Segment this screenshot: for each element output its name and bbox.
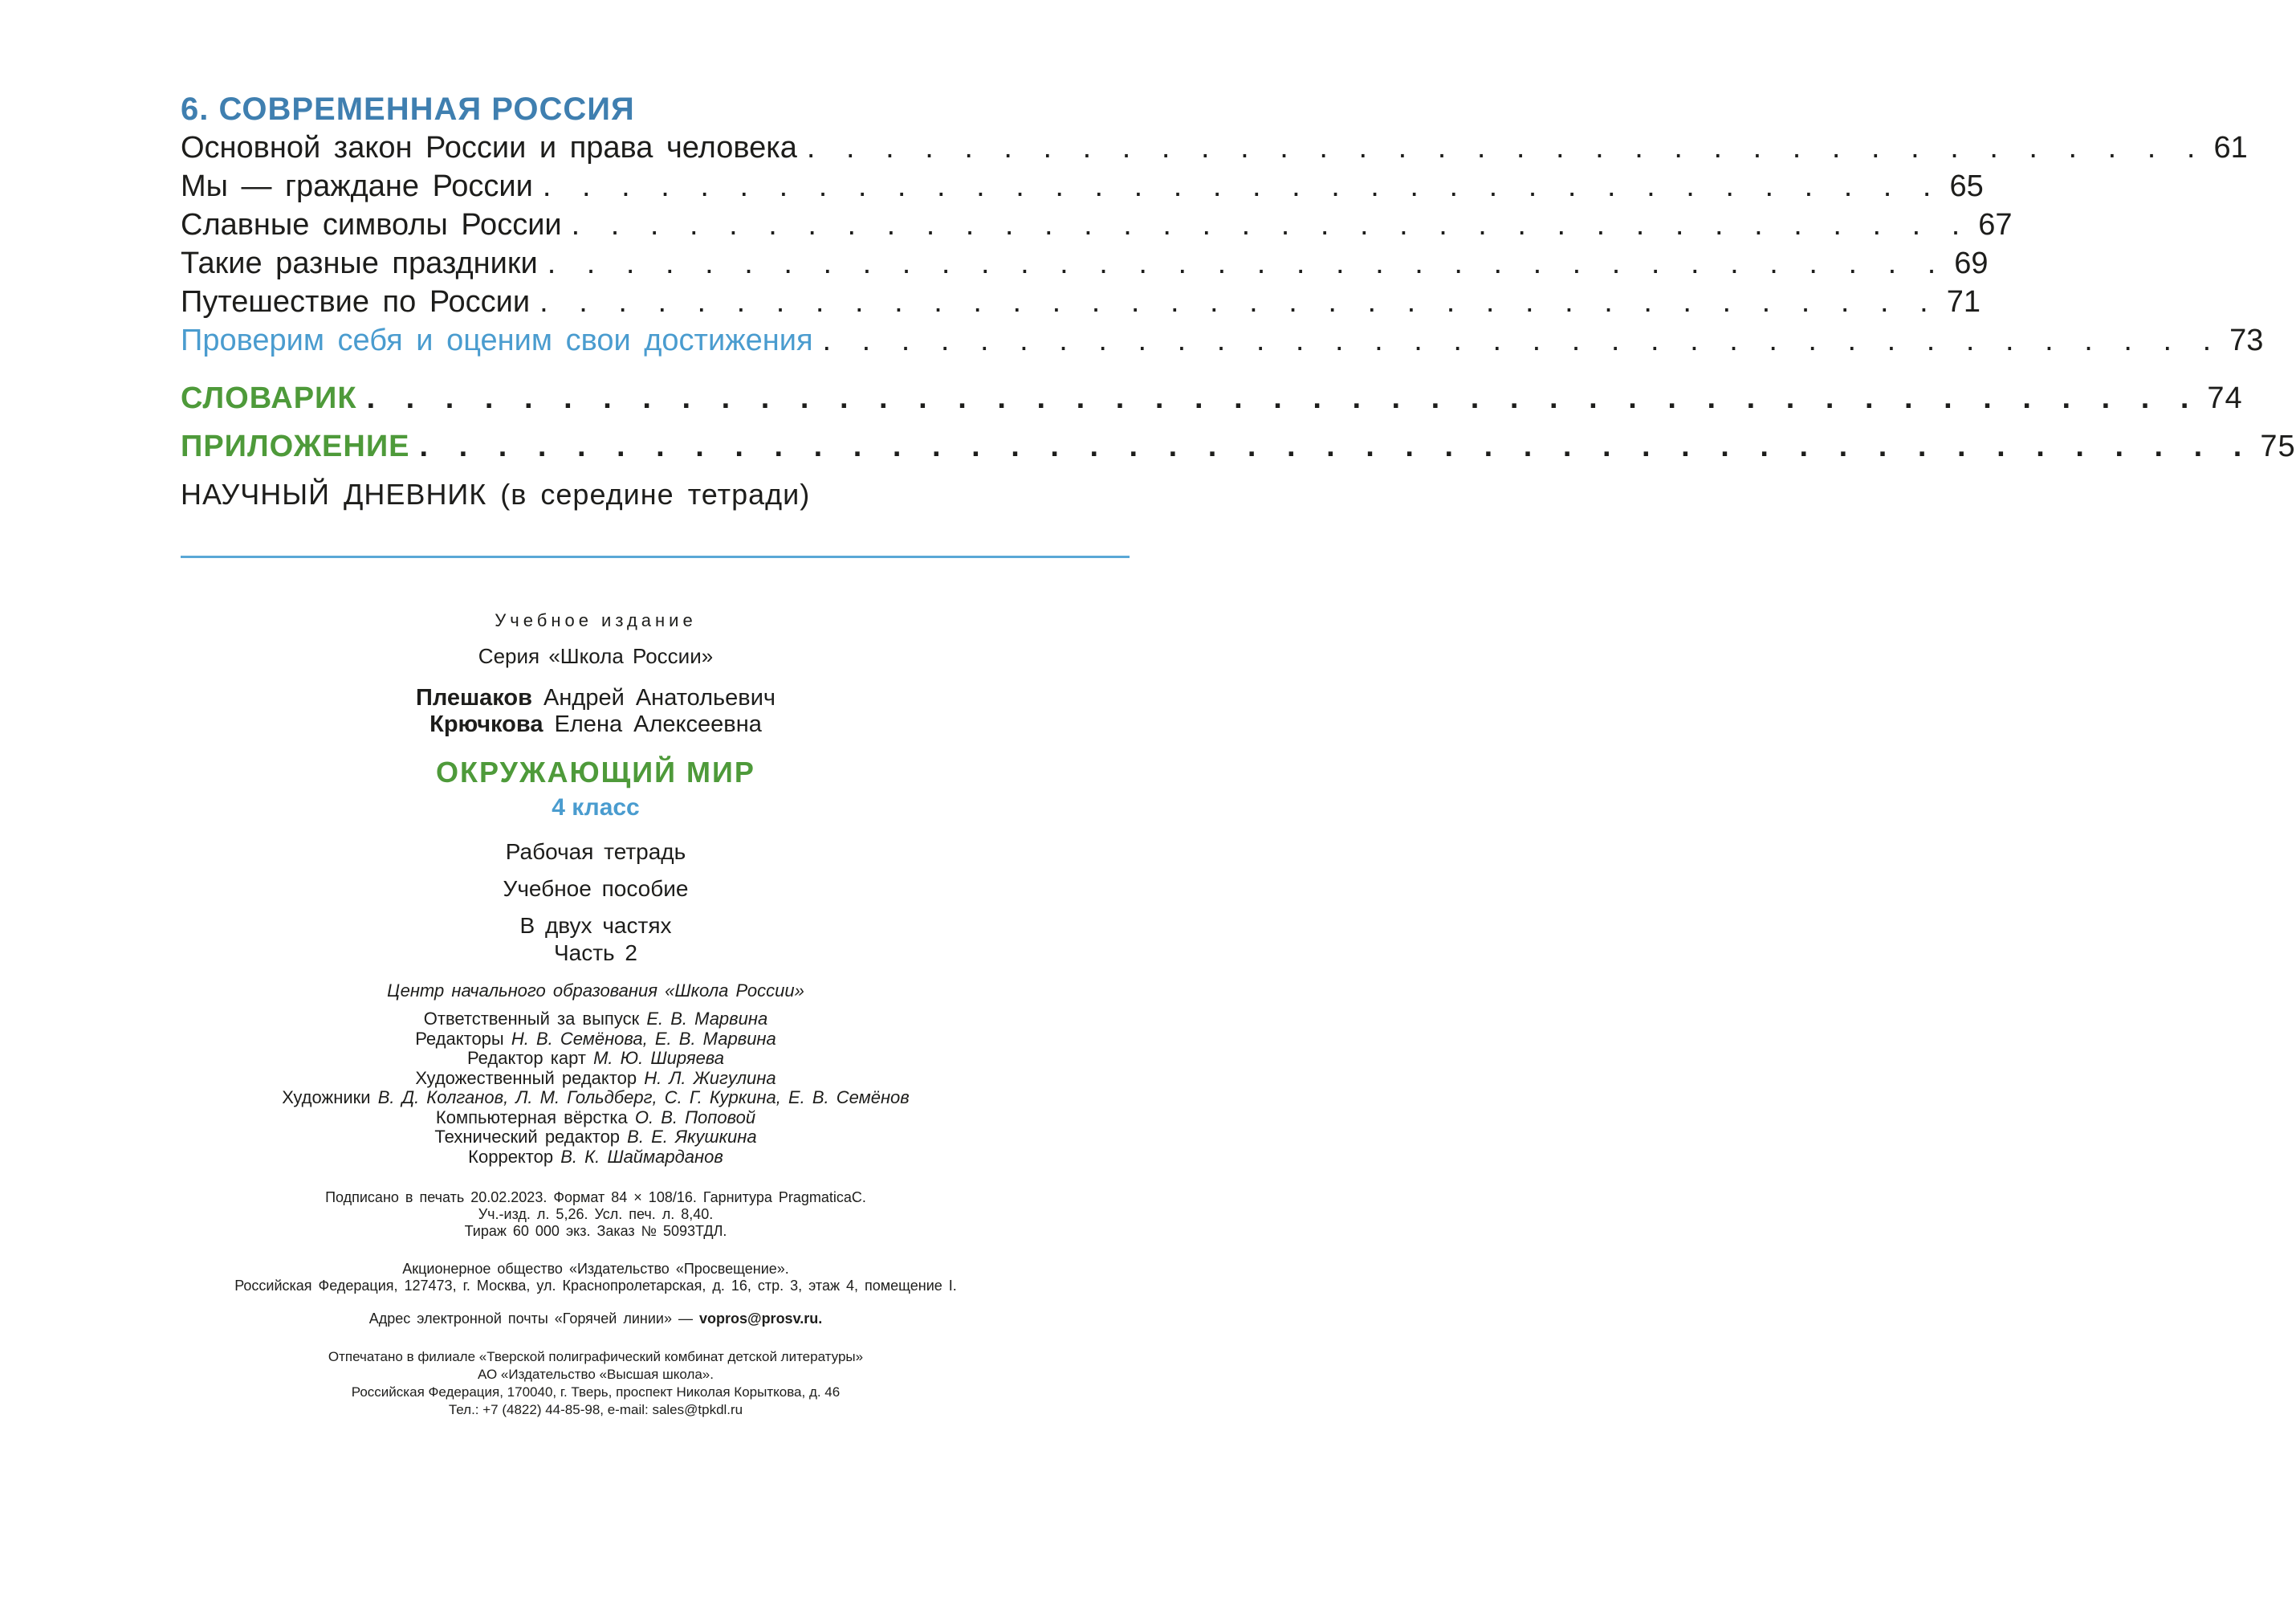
credit-role: Компьютерная вёрстка: [435, 1107, 628, 1127]
leader-dots: . . . . . . . . . . . . . . . . . . . . . . . . . . . . . . . . . . . .: [547, 247, 1945, 280]
toc-item[interactable]: [181, 167, 1984, 206]
education-center: Центр начального образования «Школа России»: [387, 980, 804, 1001]
toc-item-page: 69: [1954, 247, 1989, 280]
credit-names: М. Ю. Ширяева: [593, 1048, 725, 1068]
credit-names: Н. В. Семёнова, Е. В. Марвина: [511, 1028, 776, 1049]
toc-item-page: 61: [2213, 131, 2248, 165]
hotline-email[interactable]: vopros@prosv.ru.: [699, 1310, 823, 1327]
credit-line: [0, 1127, 1191, 1147]
hotline: [0, 1310, 1191, 1327]
grade: 4 класс: [552, 794, 640, 821]
credit-role: Корректор: [468, 1146, 554, 1167]
author-1: [0, 685, 1191, 711]
toc-item-self-check[interactable]: [181, 321, 2264, 360]
publisher-address: Российская Федерация, 127473, г. Москва, ул. Краснопролетарская, д. 16, стр. 3, этаж 4, помещение I.: [234, 1278, 957, 1294]
imprint: [0, 610, 1191, 1419]
publisher-info: [0, 1261, 1191, 1294]
printer-info: [0, 1348, 1191, 1419]
credit-line: [0, 1147, 1191, 1168]
credit-names: Е. В. Марвина: [646, 1009, 768, 1029]
sheets-line: Уч.-изд. л. 5,26. Усл. печ. л. 8,40.: [478, 1206, 714, 1222]
author-2-last: Крючкова: [429, 711, 543, 737]
credit-line: [0, 1069, 1191, 1089]
run-line: Тираж 60 000 экз. Заказ № 5093ТДЛ.: [464, 1223, 727, 1239]
credit-role: Редакторы: [415, 1028, 504, 1049]
print-specs: [0, 1189, 1191, 1240]
toc-item-label: Мы — граждане России: [181, 169, 533, 203]
credit-role: Редактор карт: [466, 1048, 586, 1068]
manual: Учебное пособие: [503, 876, 689, 901]
divider-rule: [181, 556, 1130, 558]
leader-dots: . . . . . . . . . . . . . . . . . . . . . . . . . . . . . . . . . . . . . . . . . . . . . . .: [366, 381, 2198, 415]
toc-item-label: Основной закон России и права человека: [181, 131, 797, 165]
credit-names: О. В. Поповой: [634, 1107, 756, 1127]
author-2: [0, 711, 1191, 738]
toc-item-label: Такие разные праздники: [181, 247, 538, 280]
hotline-line: [0, 1310, 1191, 1327]
leader-dots: . . . . . . . . . . . . . . . . . . . . . . . . . . . . . . . . . . . .: [542, 169, 1940, 203]
series: Серия «Школа России»: [478, 644, 714, 668]
author-1-last: Плешаков: [415, 685, 532, 711]
toc-glossary-label: СЛОВАРИК: [181, 381, 357, 415]
publisher: Акционерное общество «Издательство «Просвещение».: [402, 1261, 789, 1277]
toc-appendix-label: ПРИЛОЖЕНИЕ: [181, 430, 410, 463]
credit-names: В. Е. Якушкина: [627, 1127, 757, 1147]
signed-line: Подписано в печать 20.02.2023. Формат 84 × 108/16. Гарнитура PragmaticaC.: [325, 1189, 866, 1205]
author-1-rest: Андрей Анатольевич: [543, 685, 776, 711]
parts: В двух частях: [519, 913, 672, 938]
toc-item-page: 65: [1949, 169, 1984, 203]
toc-glossary[interactable]: [181, 374, 2243, 422]
printer-line: Российская Федерация, 170040, г. Тверь, проспект Николая Корыткова, д. 46: [351, 1384, 841, 1400]
printer-line: Отпечатано в филиале «Тверской полиграфический комбинат детской литературы»: [328, 1349, 864, 1364]
toc-item-label: Славные символы России: [181, 208, 562, 242]
toc-appendix[interactable]: [181, 422, 2296, 471]
section-title: 6. СОВРЕМЕННАЯ РОССИЯ: [181, 92, 635, 127]
author-2-rest: Елена Алексеевна: [554, 711, 762, 737]
credit-line: [0, 1088, 1191, 1108]
credit-names: В. К. Шаймарданов: [560, 1146, 723, 1167]
toc-diary-label: НАУЧНЫЙ ДНЕВНИК (в середине тетради): [181, 478, 811, 511]
toc-item-page: 71: [1946, 285, 1981, 319]
toc-item-label: Проверим себя и оценим свои достижения: [181, 324, 813, 357]
leader-dots: . . . . . . . . . . . . . . . . . . . . . . . . . . . . . . . . . . . . . . . . . . . . . . .: [419, 430, 2251, 463]
toc-item[interactable]: [181, 283, 1981, 321]
credit-role: Художественный редактор: [415, 1067, 637, 1088]
leader-dots: . . . . . . . . . . . . . . . . . . . . . . . . . . . . . . . . . . . .: [806, 131, 2204, 165]
toc-glossary-page: 74: [2207, 381, 2243, 415]
printer-contacts: Тел.: +7 (4822) 44-85-98, e-mail: sales@tpkdl.ru: [448, 1402, 743, 1417]
credits: [0, 1009, 1191, 1167]
part: Часть 2: [554, 940, 637, 965]
credit-line: [0, 1049, 1191, 1069]
credit-line: [0, 1029, 1191, 1050]
leader-dots: . . . . . . . . . . . . . . . . . . . . . . . . . . . . . . . . . . . .: [539, 285, 1937, 319]
authors: [0, 685, 1191, 738]
book-type: Рабочая тетрадь: [505, 839, 686, 864]
credit-role: Ответственный за выпуск: [423, 1009, 640, 1029]
toc-item-page: 67: [1978, 208, 2013, 242]
credit-names: Н. Л. Жигулина: [644, 1067, 776, 1088]
leader-dots: . . . . . . . . . . . . . . . . . . . . . . . . . . . . . . . . . . . .: [571, 208, 1969, 242]
credit-line: [0, 1009, 1191, 1029]
toc-diary[interactable]: [181, 475, 1132, 514]
book-title: ОКРУЖАЮЩИЙ МИР: [436, 756, 755, 789]
toc-item[interactable]: [181, 206, 2013, 244]
credit-line: [0, 1108, 1191, 1128]
toc-item[interactable]: [181, 128, 2248, 167]
credit-names: В. Д. Колганов, Л. М. Гольдберг, С. Г. Куркина, Е. В. Семёнов: [377, 1087, 910, 1107]
toc-appendix-page: 75: [2260, 430, 2296, 463]
toc-item-label: Путешествие по России: [181, 285, 531, 319]
edition-type: Учебное издание: [495, 610, 697, 630]
hotline-label: Адрес электронной почты «Горячей линии» —: [368, 1310, 693, 1327]
toc-item[interactable]: [181, 244, 1989, 283]
table-of-contents: [181, 90, 2296, 514]
printer-line: АО «Издательство «Высшая школа».: [477, 1367, 714, 1382]
credit-role: Технический редактор: [434, 1127, 621, 1147]
leader-dots: . . . . . . . . . . . . . . . . . . . . . . . . . . . . . . . . . . . .: [822, 324, 2221, 357]
credit-role: Художники: [282, 1087, 371, 1107]
toc-item-page: 73: [2229, 324, 2264, 357]
